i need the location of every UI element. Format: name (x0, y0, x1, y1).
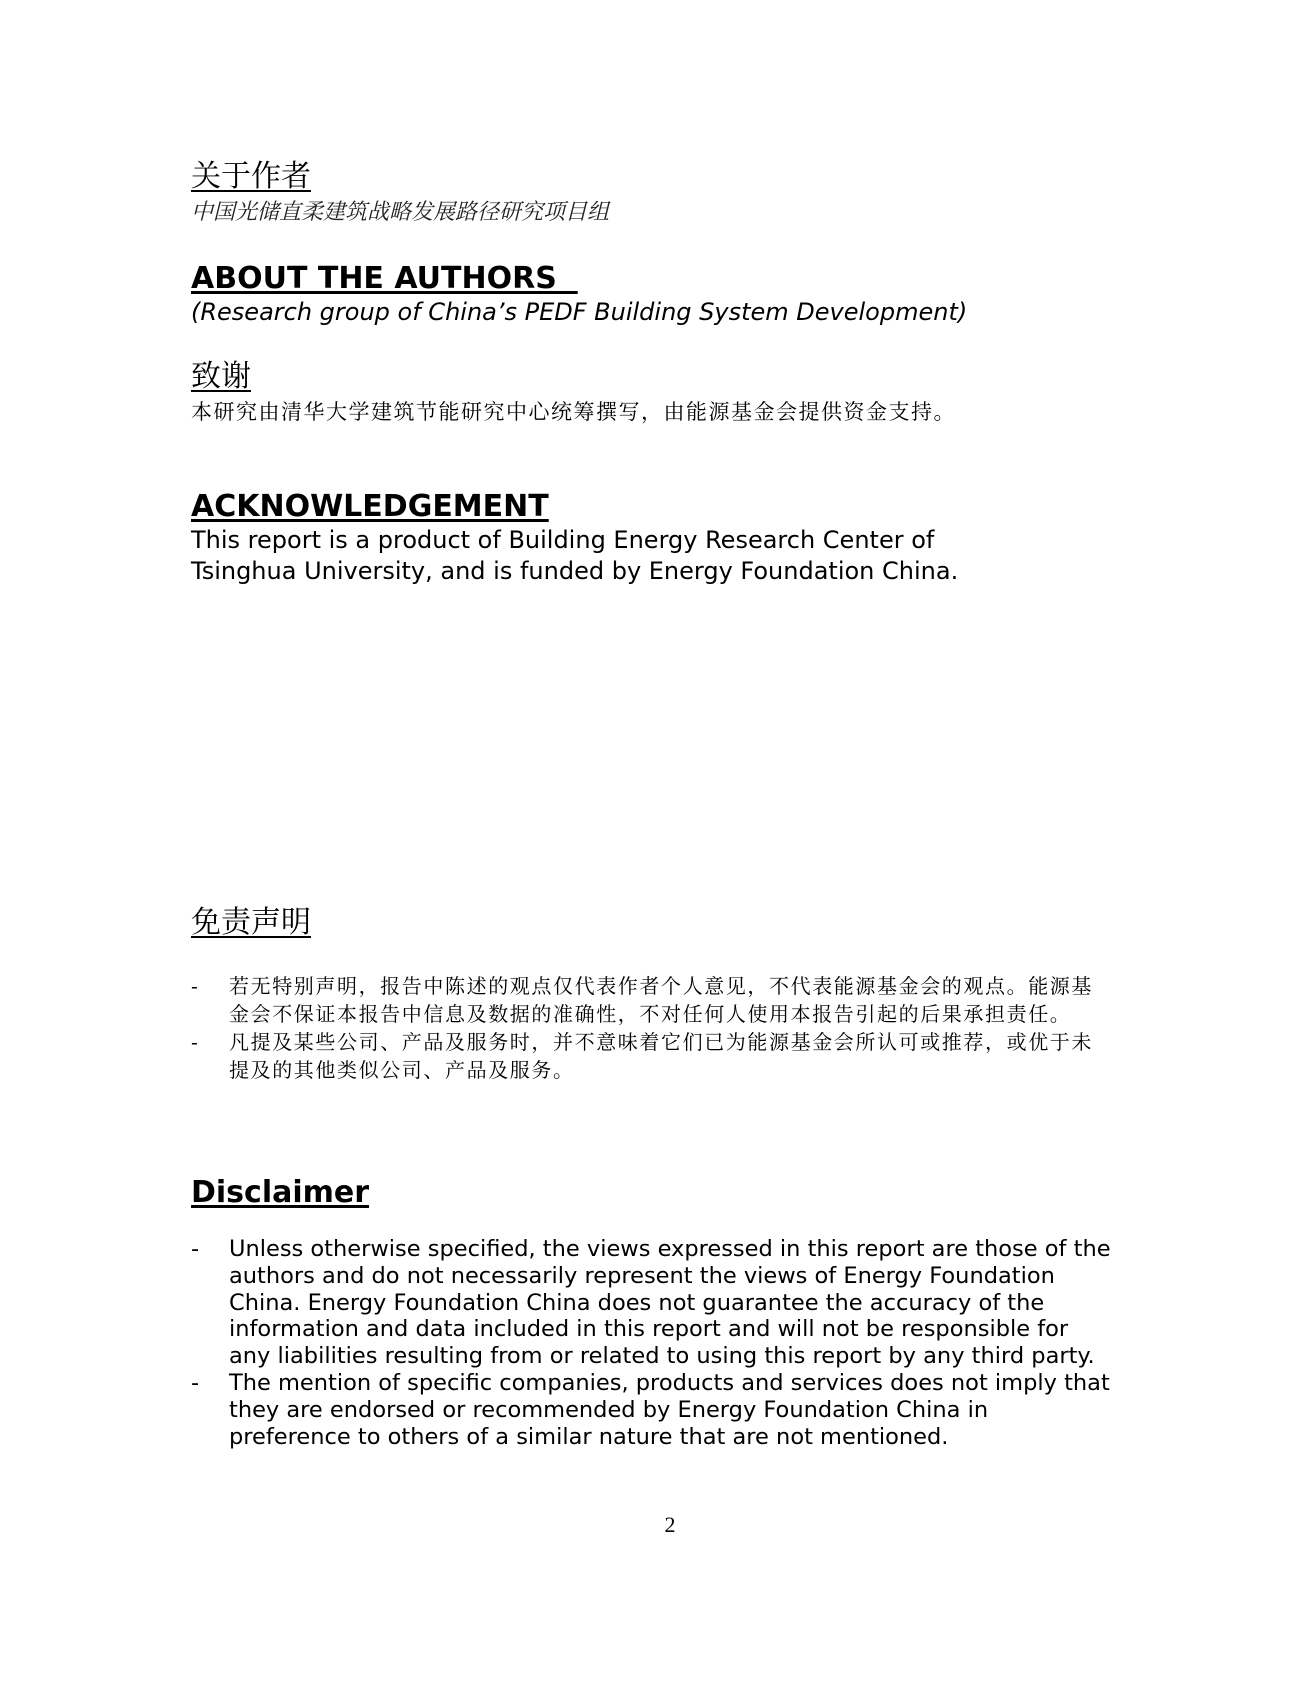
disclaimer-zh-item-text: 若无特别声明，报告中陈述的观点仅代表作者个人意见，不代表能源基金会的观点。能源基金会不保证本报告中信息及数据的准确性，不对任何人使用本报告引起的后果承担责任。 (229, 974, 1093, 1026)
bullet-dash: - (191, 1236, 200, 1262)
disclaimer-en-item-text: Unless otherwise specified, the views expressed in this report are those of the authors and do not necessarily represent the views of Energy Foundation China. Energy Foundation China does not guarantee the accuracy of the information and data included in this report and will not be responsible for any liabilities resulting from or related to using this report by any third party. (229, 1236, 1111, 1370)
disclaimer-zh-list (191, 972, 1101, 1084)
acknowledgement-zh-heading: 致谢 (191, 359, 251, 394)
about-authors-en-heading: ABOUT THE AUTHORS (191, 261, 578, 296)
disclaimer-en-list (191, 1236, 1111, 1450)
about-authors-en-subtitle: (Research group of China’s PEDF Building System Development) (191, 298, 968, 326)
disclaimer-zh-heading: 免责声明 (191, 905, 311, 940)
page-number: 2 (664, 1512, 676, 1537)
list-item (191, 972, 1101, 1028)
disclaimer-en-item-text: The mention of specific companies, products and services does not imply that they are endorsed or recommended by Energy Foundation China in preference to others of a similar nature that are not mentioned. (229, 1369, 1110, 1450)
disclaimer-en-heading: Disclaimer (191, 1175, 370, 1210)
acknowledgement-zh-body: 本研究由清华大学建筑节能研究中心统筹撰写，由能源基金会提供资金支持。 (191, 400, 956, 424)
disclaimer-zh-item-text: 凡提及某些公司、产品及服务时，并不意味着它们已为能源基金会所认可或推荐，或优于未提及的其他类似公司、产品及服务。 (229, 1030, 1093, 1082)
bullet-dash: - (191, 1030, 200, 1054)
list-item (191, 1028, 1101, 1084)
acknowledgement-en-heading: ACKNOWLEDGEMENT (191, 489, 549, 524)
bullet-dash: - (191, 974, 200, 998)
list-item (191, 1236, 1111, 1370)
about-authors-zh-subtitle: 中国光储直柔建筑战略发展路径研究项目组 (191, 200, 610, 225)
acknowledgement-en-body-line: This report is a product of Building Energy Research Center of (191, 526, 935, 554)
bullet-dash: - (191, 1369, 200, 1396)
about-authors-zh-heading: 关于作者 (191, 159, 311, 194)
acknowledgement-en-body-line: Tsinghua University, and is funded by Energy Foundation China. (191, 557, 959, 585)
list-item (191, 1370, 1111, 1450)
